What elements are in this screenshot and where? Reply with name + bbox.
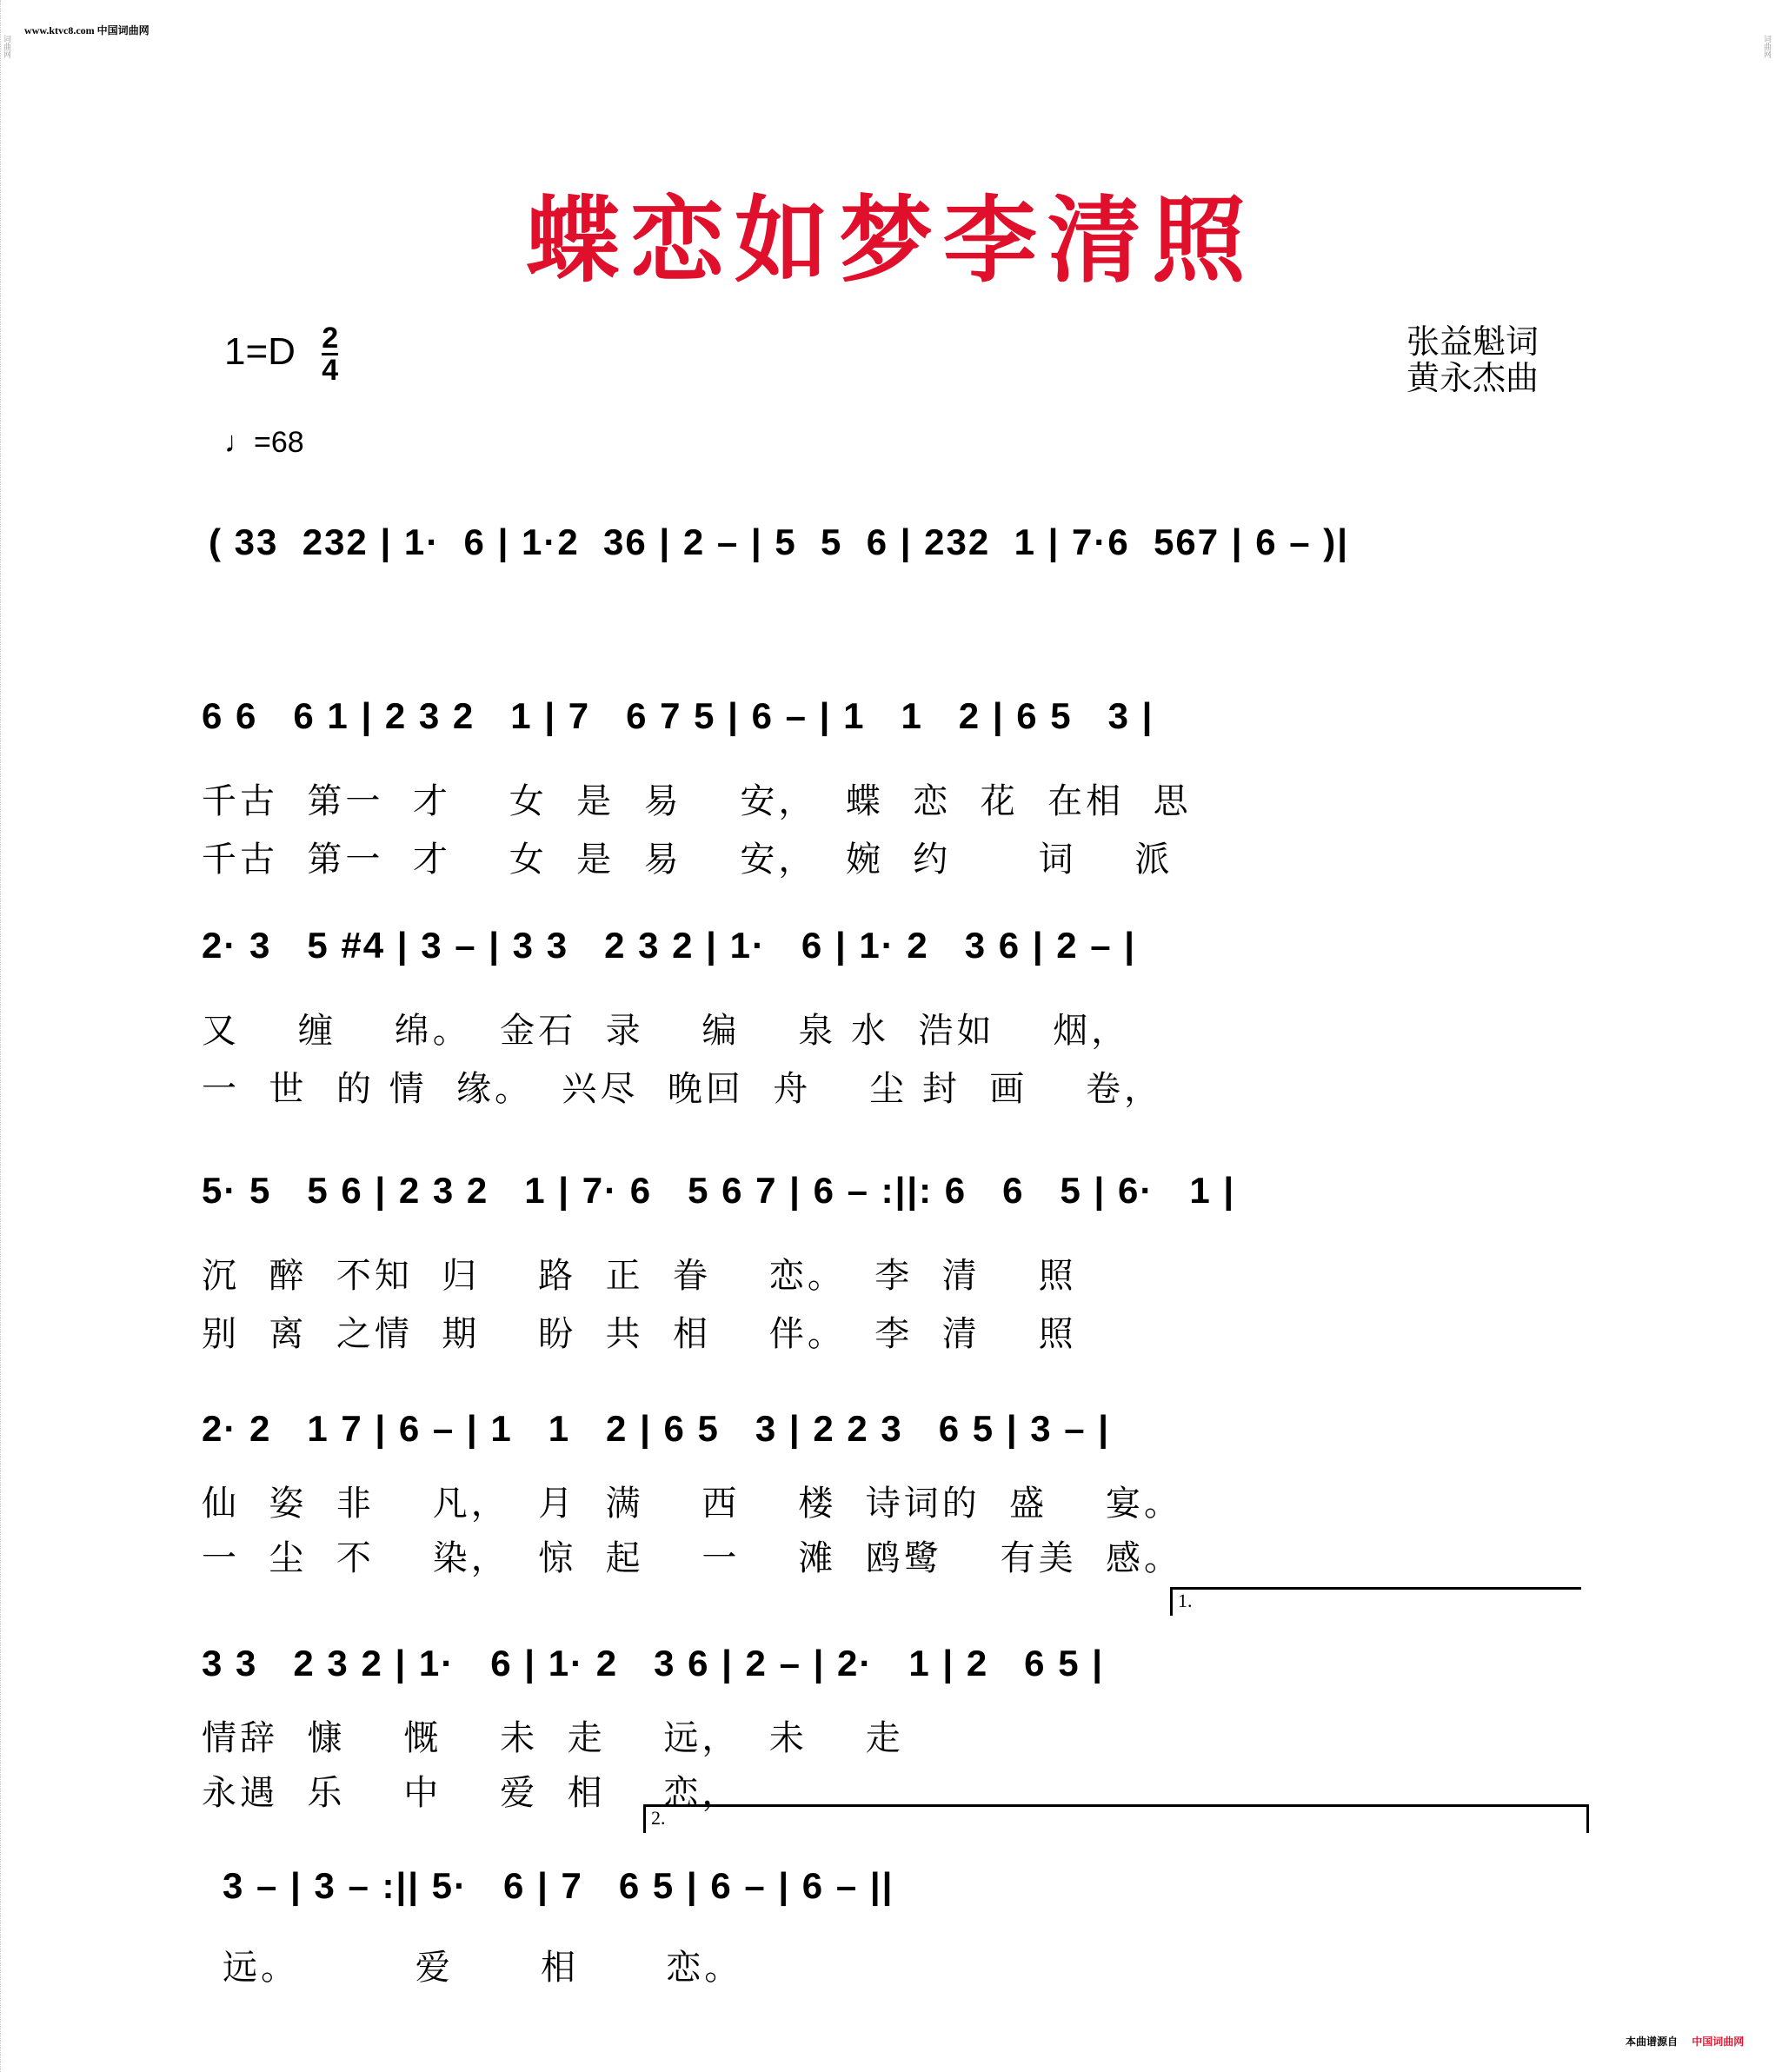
score-row-1 bbox=[202, 695, 1584, 881]
credits bbox=[1406, 323, 1539, 396]
time-signature bbox=[322, 323, 338, 385]
lyric-line-1: 仙 姿 非 凡， 月 满 西 楼 诗词的 盛 宴。 bbox=[202, 1484, 1183, 1524]
lyric-line-1: 远。 爱 相 恋。 bbox=[223, 1948, 743, 1988]
lyric-line-2: 一 世 的 情 缘。 兴尽 晚回 舟 尘 封 画 卷， bbox=[202, 1069, 1163, 1109]
lyric-line-2: 一 尘 不 染， 惊 起 一 滩 鸥鹭 有美 感。 bbox=[202, 1538, 1183, 1578]
key-signature bbox=[224, 323, 338, 385]
lyricist: 张益魁词 bbox=[1406, 322, 1539, 361]
volta-label-2: 2. bbox=[651, 1807, 666, 1829]
score-row-3 bbox=[202, 1170, 1584, 1356]
music-line: 2· 2 1 7 | 6 – | 1 1 2 | 6 5 3 | 2 2 3 6 5 | 3 – | bbox=[202, 1408, 1111, 1449]
key-tonic: 1=D bbox=[224, 330, 296, 374]
composer: 黄永杰曲 bbox=[1406, 359, 1539, 397]
score-row-2 bbox=[202, 925, 1584, 1111]
footer-source bbox=[1626, 2034, 1744, 2049]
time-top: 2 bbox=[322, 322, 339, 355]
lyric-line-1: 情辞 慷 慨 未 走 远， 未 走 bbox=[202, 1718, 904, 1758]
song-title: 蝶恋如梦李清照 bbox=[525, 186, 1256, 296]
volta-bracket-2 bbox=[643, 1804, 1589, 1833]
volta-label-1: 1. bbox=[1178, 1590, 1193, 1611]
volta-bracket-1 bbox=[1170, 1587, 1581, 1616]
tempo-marking: ♩=68 bbox=[224, 426, 304, 459]
score-row-5 bbox=[202, 1643, 1584, 1815]
lyric-line-1: 千古 第一 才 女 是 易 安， 蝶 恋 花 在相 思 bbox=[202, 781, 1192, 821]
score-row-6 bbox=[223, 1865, 1587, 1989]
lyric-line-1: 沉 醉 不知 归 路 正 眷 恋。 李 清 照 bbox=[202, 1256, 1077, 1296]
footer-site: 中国词曲网 bbox=[1692, 2035, 1745, 2048]
right-edge-watermark: 词曲网 bbox=[1761, 0, 1782, 2072]
time-bottom: 4 bbox=[322, 354, 339, 387]
lyric-line-2: 千古 第一 才 女 是 易 安， 婉 约 词 派 bbox=[202, 840, 1174, 880]
music-line: 3 – | 3 – :|| 5· 6 | 7 6 5 | 6 – | 6 – || bbox=[223, 1865, 894, 1906]
lyric-line-1: 又 缠 绵。 金石 录 编 泉 水 浩如 烟， bbox=[202, 1011, 1130, 1051]
site-header: www.ktvc8.com 中国词曲网 bbox=[24, 24, 150, 37]
footer-label: 本曲谱源自 bbox=[1626, 2035, 1679, 2048]
left-edge-watermark: 词曲网 bbox=[0, 0, 22, 2072]
score-row-4 bbox=[202, 1408, 1584, 1580]
lyric-line-2: 永遇 乐 中 爱 相 恋， bbox=[202, 1773, 741, 1813]
music-line: 3 3 2 3 2 | 1· 6 | 1· 2 3 6 | 2 – | 2· 1 | 2 6 5 | bbox=[202, 1643, 1104, 1684]
music-line: 5· 5 5 6 | 2 3 2 1 | 7· 6 5 6 7 | 6 – :||: 6 6 5 | 6· 1 | bbox=[202, 1170, 1236, 1211]
lyric-line-2: 别 离 之情 期 盼 共 相 伴。 李 清 照 bbox=[202, 1314, 1077, 1354]
music-line: 2· 3 5 #4 | 3 – | 3 3 2 3 2 | 1· 6 | 1· 2 3 6 | 2 – | bbox=[202, 925, 1137, 966]
intro-line: ( 33 232 | 1· 6 | 1·2 36 | 2 – | 5 5 6 | 232 1 | 7·6 567 | 6 – )| bbox=[209, 521, 1350, 562]
music-line: 6 6 6 1 | 2 3 2 1 | 7 6 7 5 | 6 – | 1 1 2 | 6 5 3 | bbox=[202, 695, 1154, 736]
